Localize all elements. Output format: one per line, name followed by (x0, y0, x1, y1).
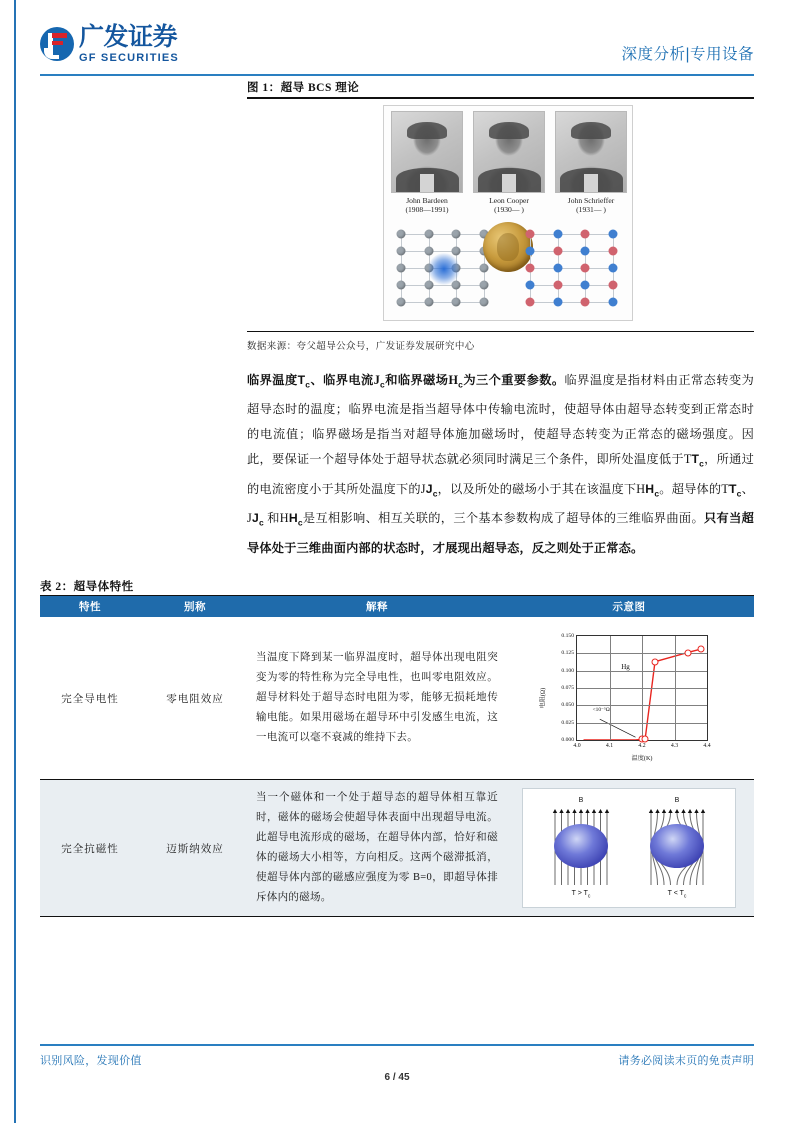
para-body7: 是互相影响、相互关联的，三个基本参数构成了超导体的三维临界曲面。 (302, 511, 704, 526)
para-body5: 、J (247, 481, 755, 526)
cooper-pair-glow-icon (428, 253, 460, 285)
chart-data-point (684, 649, 691, 656)
cell-property: 完全导电性 (40, 617, 140, 780)
portrait-photo (473, 111, 545, 193)
lattice-node (452, 230, 461, 239)
para-seg4: 为三个重要参数。 (463, 373, 565, 387)
chart-gridline-v (642, 636, 643, 740)
lattice-node (581, 230, 590, 239)
para-body3: ，以及所处的磁场小于其在该温度下H (437, 481, 646, 496)
chart-series-label: Hg (621, 663, 630, 672)
gf-emblem-icon (40, 27, 74, 61)
chart-y-tick: 0.050 (561, 702, 574, 709)
portrait-schrieffer (553, 111, 629, 215)
cell-diagram-meissner (504, 780, 754, 917)
portrait-years: (1930— ) (494, 205, 524, 215)
lattice-node (480, 298, 489, 307)
lattice-node (397, 281, 406, 290)
column-header-alias: 别称 (140, 596, 250, 617)
chart-x-tick: 4.3 (670, 743, 679, 749)
table-header-row (40, 596, 754, 617)
figure1-body (247, 99, 754, 331)
chart-y-tick: 0.000 (561, 737, 574, 743)
superconductor-properties-table (40, 596, 754, 917)
chart-y-tick: 0.125 (561, 650, 574, 657)
lattice-node (581, 264, 590, 273)
footer-disclaimer: 请务必阅读末页的免责声明 (618, 1055, 754, 1067)
chart-gridline-v (610, 636, 611, 740)
field-label-b: B (674, 797, 680, 804)
lattice-node (609, 281, 618, 290)
left-accent-rule (14, 0, 16, 1123)
header-category-label: 深度分析|专用设备 (621, 46, 754, 63)
lattice-electron-phonon (391, 226, 496, 312)
figure1-bottom-rule (247, 331, 754, 332)
lattice-node (581, 281, 590, 290)
mercury-resistance-chart (524, 625, 734, 771)
cell-alias: 零电阻效应 (140, 617, 250, 780)
bcs-portraits-row (389, 111, 629, 215)
column-header-explanation: 解释 (250, 596, 504, 617)
chart-x-tick: 4.2 (638, 743, 646, 749)
para-sub2: c (380, 379, 385, 390)
portrait-bardeen (389, 111, 465, 215)
para-body2: ，所通过的电流密度小于其所处温度下的J (247, 452, 754, 496)
para-body4: 。超导体的T (659, 481, 729, 496)
superconductor-sphere (554, 824, 608, 868)
portrait-cooper (471, 111, 547, 215)
lattice-node (526, 230, 535, 239)
para-sub3: c (458, 379, 464, 390)
logo-chinese-name: 广发证券 (79, 22, 178, 51)
meissner-panel-normal (535, 797, 627, 899)
lattice-node (609, 247, 618, 256)
chart-annotation: <10⁻⁵Ω (592, 706, 610, 713)
portrait-name: John Bardeen (406, 196, 448, 205)
lattice-node (424, 247, 433, 256)
chart-x-tick: 4.4 (703, 743, 711, 749)
lattice-node (553, 247, 562, 256)
lattice-node (526, 247, 535, 256)
lattice-node (553, 298, 562, 307)
column-header-diagram: 示意图 (504, 596, 754, 617)
field-label-b: B (578, 797, 584, 804)
lattice-node (609, 298, 618, 307)
chart-plot-area (561, 633, 711, 749)
lattice-node (424, 298, 433, 307)
chart-gridline-v (675, 636, 676, 740)
lattice-node (397, 298, 406, 307)
column-header-property: 特性 (40, 596, 140, 617)
footer-slogan: 识别风险，发现价值 (40, 1055, 142, 1067)
lattice-node (526, 281, 535, 290)
chart-y-axis-label: 电阻(Ω) (540, 687, 547, 709)
lattice-node (452, 247, 461, 256)
chart-y-tick: 0.150 (561, 633, 574, 639)
lattice-node (480, 281, 489, 290)
gf-securities-logo (40, 22, 179, 66)
lattice-node (397, 264, 406, 273)
chart-y-tick: 0.075 (561, 685, 574, 691)
chart-y-tick: 0.025 (561, 719, 574, 726)
figure1-title: 图 1：超导 BCS 理论 (247, 82, 360, 94)
lattice-ion-grid (520, 226, 625, 312)
para-body6: 和H (263, 511, 289, 526)
portrait-photo (391, 111, 463, 193)
table2-title: 表 2：超导体特性 (40, 581, 134, 593)
portrait-years: (1908—1991) (405, 205, 449, 215)
cell-diagram-resistance-chart (504, 617, 754, 780)
cell-property: 完全抗磁性 (40, 780, 140, 917)
lattice-node (553, 264, 562, 273)
page-header (40, 22, 754, 72)
lattice-node (609, 264, 618, 273)
meissner-panel-superconducting (631, 797, 723, 899)
para-seg3: 和临界磁场H (384, 373, 459, 387)
table-row (40, 780, 754, 917)
chart-x-tick: 4.0 (573, 743, 581, 749)
chart-x-tick: 4.1 (605, 743, 614, 749)
portrait-name: Leon Cooper (489, 196, 529, 205)
lattice-node (581, 247, 590, 256)
page-number: 6 / 45 (384, 1072, 410, 1083)
para-seg1: 临界温度T (247, 373, 306, 387)
para-seg2: 、临界电流J (310, 373, 380, 387)
lattice-node (424, 281, 433, 290)
lattice-node (553, 230, 562, 239)
lattice-node (526, 298, 535, 307)
meissner-effect-diagram (522, 788, 736, 908)
para-tail-bold: 只有当超导体处于三维曲面内部的状态时，才展现出超导态，反之则处于正常态。 (247, 511, 754, 555)
cell-explanation: 当温度下降到某一临界温度时，超导体出现电阻突变为零的特性称为完全导电性，也叫零电阻效应。 超导材料处于超导态时电阻为零，能够无损耗地传输电能。如果用磁场在超导环中引发感生电流，这一电流可以毫不衰减的维持下去。 (250, 617, 504, 780)
para-sub1: c (305, 379, 311, 390)
portrait-photo (555, 111, 627, 193)
lattice-node (397, 247, 406, 256)
lattice-node (609, 230, 618, 239)
header-divider (40, 74, 754, 76)
chart-data-point (652, 658, 659, 665)
body-paragraph: 临界温度$T_c$、临界电流$J_c$和临界磁场$H_c$为三个重要参数。临界温度是指材料由正常态转变为超导态时的温度；临界电流是指当超导体中传输电流时，使超导体由超导态转变到正常态时的电流值；临界磁场是指当对超导体施加磁场时，使超导态转变为正常态的磁场强度。因此，要保证一个超导体处于超导状态就必须同时满足三个条件，即所处温度低于$TT_c$，所通过的电流密度小于其所处温度下的$JJ_c$，以及所处的磁场小于其在该温度下$HH_c$。超导体的$TT_c$、$JJ_c$ 和$HH_c$是互相影响、相互关联的，三个基本参数构成了超导体的三维临界曲面。只有当超导体处于三维曲面内部的状态时，才展现出超导态，反之则处于正常态。 (247, 373, 755, 555)
bcs-lattice-illustration (389, 222, 629, 316)
meissner-caption-left: $T > T_c$ (571, 889, 591, 899)
lattice-node (581, 298, 590, 307)
cell-explanation: 当一个磁体和一个处于超导态的超导体相互靠近时，磁体的磁场会使超导体表面中出现超导电流。此超导电流形成的磁场，在超导体内部，恰好和磁体的磁场大小相等，方向相反。这两个磁滞抵消，使超导体内部的磁感应强度为零 B=0，即超导体排斥体内的磁场。 (250, 780, 504, 917)
lattice-node (424, 230, 433, 239)
lattice-node (452, 281, 461, 290)
bcs-theory-image (383, 105, 633, 321)
portrait-name: John Schrieffer (567, 196, 615, 205)
lattice-node (397, 230, 406, 239)
chart-y-tick: 0.100 (561, 667, 574, 674)
cell-alias: 迈斯纳效应 (140, 780, 250, 917)
chart-x-axis-label: 温度(K) (631, 755, 653, 762)
figure1-source: 数据来源：夸父超导公众号，广发证券发展研究中心 (247, 342, 475, 352)
table-row (40, 617, 754, 780)
chart-data-point (642, 735, 649, 742)
lattice-node (452, 298, 461, 307)
chart-data-point (697, 646, 704, 653)
para-body1: 临界温度是指材料由正常态转变为超导态时的温度；临界电流是指当超导体中传输电流时，使超导体由超导态转变到正常态时的电流值；临界磁场是指当对超导体施加磁场时，使超导态转变为正常态的磁场强度。因此，要保证一个超导体处于超导状态就必须同时满足三个条件，即所处温度低于T (247, 373, 755, 467)
portrait-years: (1931— ) (576, 205, 606, 215)
lattice-node (553, 281, 562, 290)
lattice-node (480, 264, 489, 273)
lattice-node (526, 264, 535, 273)
footer-divider (40, 1044, 754, 1046)
logo-english-name: GF SECURITIES (79, 51, 179, 64)
meissner-caption-right: $T < T_c$ (667, 889, 687, 899)
superconductor-sphere (650, 824, 704, 868)
